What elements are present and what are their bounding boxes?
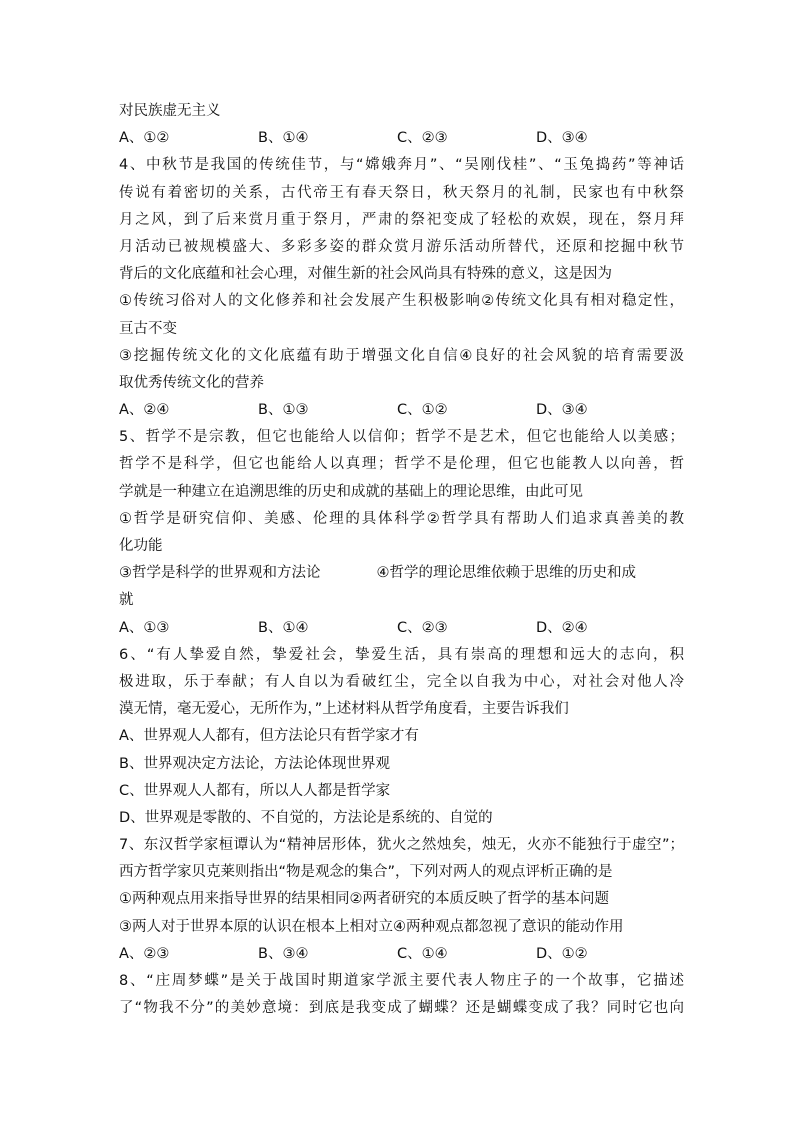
question-6-stem: 6、“有人挚爱自然，挚爱社会，挚爱生活，具有崇高的理想和远大的志向，积: [119, 646, 684, 663]
text-line: ③挖掘传统文化的文化底蕴有助于增强文化自信④良好的社会风貌的培育需要汲: [119, 347, 684, 364]
statement-3: ③哲学是科学的世界观和方法论: [119, 565, 321, 582]
option-b: B、③④: [258, 945, 309, 962]
question-4-stem: 4、中秋节是我国的传统佳节，与“嫦娥奔月”、“吴刚伐桂”、“玉兔捣药”等神话: [119, 157, 684, 174]
option-a: A、①②: [119, 130, 170, 147]
statement-4: ④哲学的理论思维依赖于思维的历史和成: [376, 565, 636, 582]
answer-options: [119, 941, 684, 968]
text-line: 漠无情，毫无爱心，无所作为，”上述材料从哲学角度看，主要告诉我们: [119, 701, 569, 718]
text-line: 极进取，乐于奉献；有人自以为看破红尘，完全以自我为中心，对社会对他人冷: [119, 673, 684, 690]
option-a: A、①③: [119, 619, 170, 636]
choice-c: C、世界观人人都有，所以人人都是哲学家: [119, 782, 391, 799]
text-line: ①哲学是研究信仰、美感、伦理的具体科学②哲学具有帮助人们追求真善美的教: [119, 510, 684, 527]
option-c: C、②③: [397, 619, 448, 636]
option-c: C、①④: [397, 945, 448, 962]
text-line: 取优秀传统文化的营养: [119, 374, 264, 391]
text-line: 背后的文化底蕴和社会心理，对催生新的社会风尚具有特殊的意义，这是因为: [119, 266, 612, 283]
text-line: ③两人对于世界本原的认识在根本上相对立④两种观点都忽视了意识的能动作用: [119, 918, 624, 935]
text-line: 亘古不变: [119, 320, 177, 337]
text-line: 传说有着密切的关系，古代帝王有春天祭日，秋天祭月的礼制，民家也有中秋祭: [119, 184, 684, 201]
page-content: [119, 98, 684, 1022]
option-d: D、③④: [536, 402, 588, 419]
option-a: A、②④: [119, 402, 170, 419]
question-8-stem: 8、“庄周梦蝶”是关于战国时期道家学派主要代表人物庄子的一个故事，它描述: [119, 973, 684, 989]
option-d: D、①②: [536, 945, 588, 962]
text-line: 化功能: [119, 538, 163, 554]
option-b: B、①③: [258, 402, 309, 419]
option-c: C、①②: [397, 402, 448, 419]
text-line: 对民族虚无主义: [119, 103, 221, 119]
option-c: C、②③: [397, 130, 448, 147]
answer-options: [119, 615, 684, 642]
text-line: ①传统习俗对人的文化修养和社会发展产生积极影响②传统文化具有相对稳定性，: [119, 293, 684, 310]
text-line: 月之风，到了后来赏月重于祭月，严肃的祭祀变成了轻松的欢娱，现在，祭月拜: [119, 211, 684, 228]
text-line: 了“物我不分”的美妙意境：到底是我变成了蝴蝶？还是蝴蝶变成了我？同时它也向: [119, 1000, 684, 1017]
question-7-stem: 7、东汉哲学家桓谭认为“精神居形体，犹火之然烛矣，烛无，火亦不能独行于虚空”；: [119, 837, 684, 854]
text-line: 学就是一种建立在追溯思维的历史和成就的基础上的理论思维，由此可见: [119, 483, 583, 500]
choice-d: D、世界观是零散的、不自觉的，方法论是系统的、自觉的: [119, 809, 493, 826]
option-d: D、③④: [536, 130, 588, 147]
text-line: 就: [119, 592, 134, 609]
option-b: B、①④: [258, 130, 309, 147]
answer-options: [119, 125, 684, 152]
answer-options: [119, 397, 684, 424]
text-line: 西方哲学家贝克莱则指出“物是观念的集合”，下列对两人的观点评析正确的是: [119, 864, 613, 881]
question-5-stem: 5、哲学不是宗教，但它也能给人以信仰；哲学不是艺术，但它也能给人以美感；: [119, 429, 684, 446]
choice-b: B、世界观决定方法论，方法论体现世界观: [119, 755, 390, 772]
text-line: ①两种观点用来指导世界的结果相同②两者研究的本质反映了哲学的基本问题: [119, 891, 609, 908]
option-b: B、①④: [258, 619, 309, 636]
option-d: D、②④: [536, 619, 588, 636]
option-a: A、②③: [119, 945, 170, 962]
choice-a: A、世界观人人都有，但方法论只有哲学家才有: [119, 728, 419, 745]
text-line: 月活动已被规模盛大、多彩多姿的群众赏月游乐活动所替代，还原和挖掘中秋节: [119, 238, 684, 255]
text-line: 哲学不是科学，但它也能给人以真理；哲学不是伦理，但它也能教人以向善，哲: [119, 456, 684, 473]
text-line: [119, 560, 684, 587]
